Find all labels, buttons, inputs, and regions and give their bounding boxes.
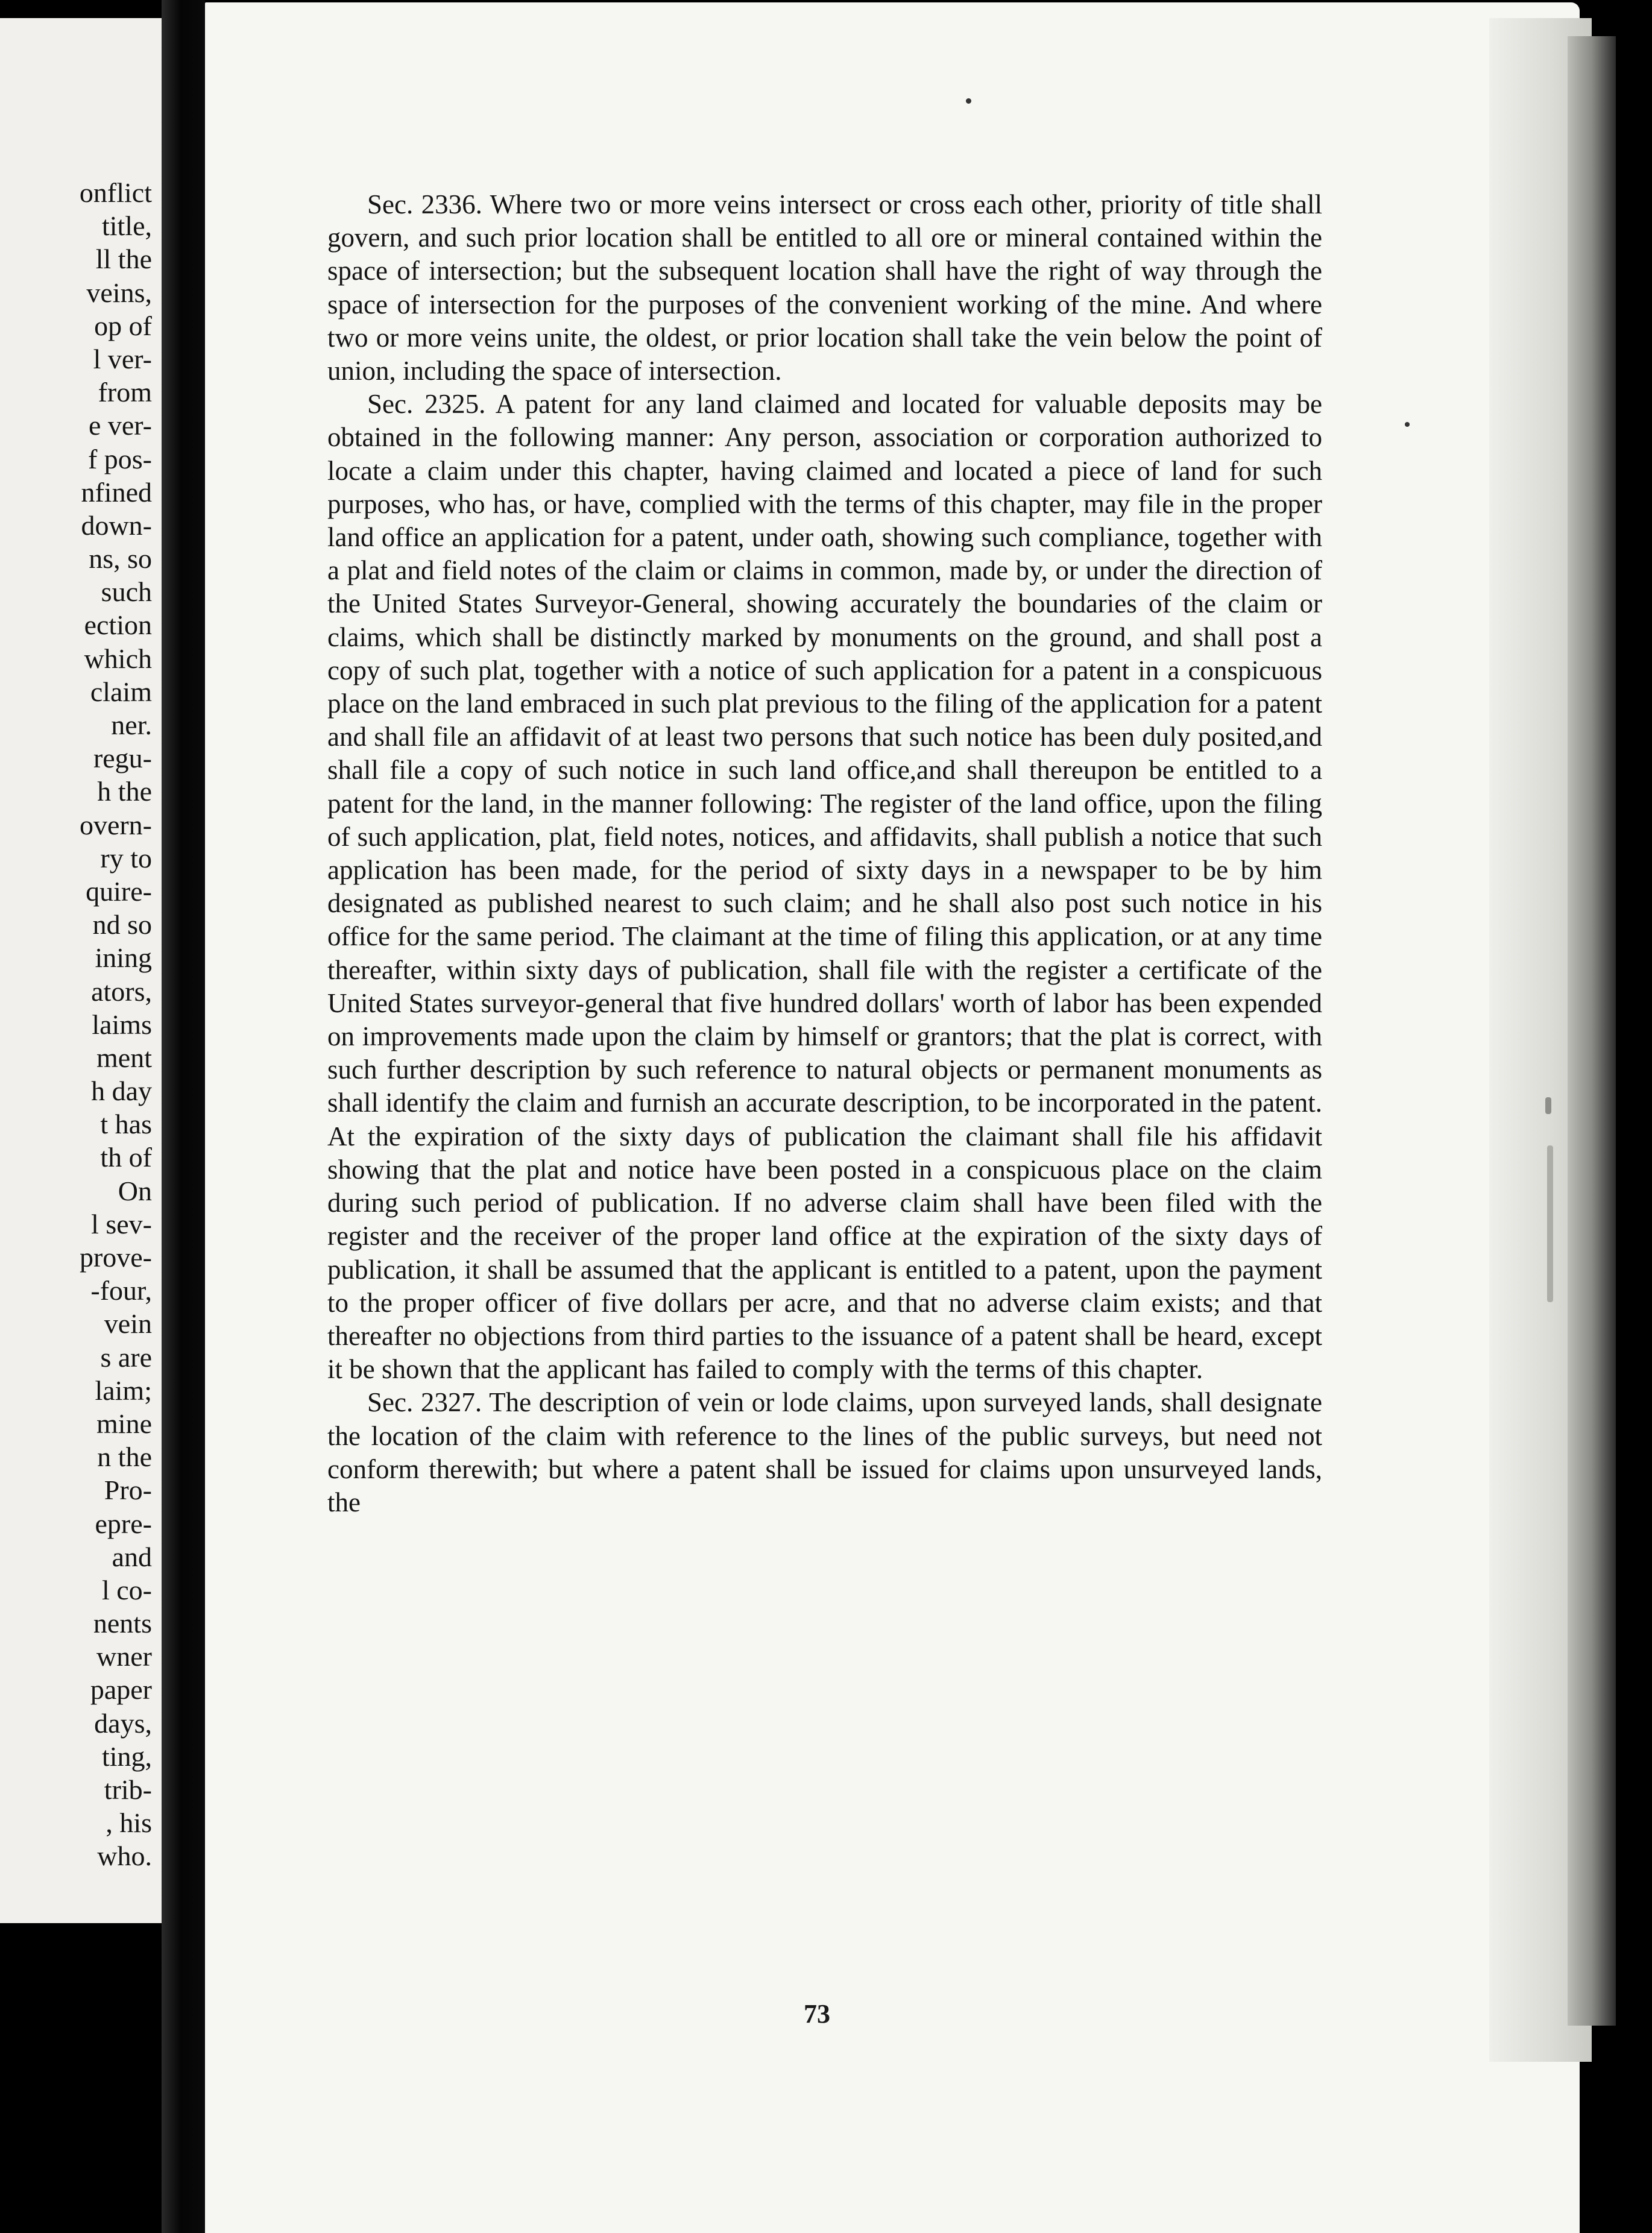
section-heading: Sec. 2327. [367, 1387, 482, 1418]
left-page-line: trib- [104, 1774, 152, 1805]
left-page-line: n the [97, 1441, 152, 1473]
left-page-line: from [98, 377, 152, 408]
page-stack-edge [1568, 36, 1616, 2026]
left-page-line: th of [100, 1142, 152, 1173]
left-page-line: onflict [79, 177, 152, 208]
left-page-line: f pos- [87, 443, 152, 474]
left-page-line: veins, [86, 277, 152, 308]
left-page-line: laim; [95, 1375, 152, 1406]
left-page-line: who. [97, 1841, 152, 1872]
left-page-line: wner [96, 1641, 152, 1672]
left-page-line: nents [93, 1608, 152, 1639]
left-page-line: quire- [86, 875, 152, 907]
section-2325 [327, 388, 1322, 1386]
left-page-line: l sev- [91, 1208, 152, 1239]
left-page-line: epre- [95, 1508, 152, 1539]
page-edge-mark [1545, 1097, 1551, 1114]
left-page-line: ting, [101, 1740, 152, 1772]
left-page-line: and [112, 1541, 152, 1572]
section-text: A patent for any land claimed and located for valuable deposits may be obtained in the following manner: Any person, association or corporation authorized to locate a claim under this chapter, having claimed and located a piece of land for such purposes, who has, or have, complied with the terms of this chapter, may file in the proper land office an application for a patent, under oath, showing such compliance, together with a plat and field notes of the claim or claims in common, made by, or under the direction of the United States Surveyor-General, showing accurately the boundaries of the claim or claims, which shall be distinctly marked by monuments on the ground, and shall post a copy of such plat, together with a notice of such application for a patent in a conspicuous place on the land embraced in such plat previous to the filing of the application for a patent and shall file an affidavit of at least two persons that such notice has been duly posited,and shall file a copy of such notice in such land office,and shall thereupon be entitled to a patent for the land, in the manner following: The register of the land office, upon the filing of such application, plat, field notes, notices, and affidavits, shall publish a notice that such application has been made, for the period of sixty days in a newspaper to be by him designated as published nearest to such claim; and he shall also post such notice in his office for the same period. The claimant at the time of filing this application, or at any time thereafter, within sixty days of publication, shall file with the register a certificate of the United States surveyor-general that five hundred dollars' worth of labor has been expended on improvements made upon the claim by himself or grantors; that the plat is correct, with such further description by such reference to natural objects or permanent monuments as shall identify the claim and furnish an accurate description, to be incorporated in the patent. At the expiration of the sixty days of publication the claimant shall file his affidavit showing that the plat and notice have been posted in a conspicuous place on the claim during such period of publication. If no adverse claim shall have been filed with the register and the receiver of the proper land office at the expiration of the sixty days of publication, it shall be assumed that the applicant is entitled to a patent, upon the payment to the proper officer of five dollars per acre, and that no adverse claim exists; and that thereafter no objections from third parties to the issuance of a patent shall be heard, except it be shown that the applicant has failed to comply with the terms of this chapter. [327, 389, 1322, 1385]
left-page-line: days, [94, 1707, 152, 1739]
page-edge-mark [1547, 1145, 1553, 1302]
left-page-fragment [0, 18, 162, 1923]
left-page-line: Pro- [104, 1475, 152, 1506]
left-page-line: paper [90, 1674, 152, 1705]
left-page-line: ner. [111, 710, 152, 740]
left-page-line: ment [96, 1042, 152, 1073]
left-page-line: mine [96, 1408, 152, 1439]
left-page-line: nd so [92, 909, 152, 940]
left-page-line: ators, [91, 975, 152, 1007]
left-page-line: On [118, 1175, 152, 1206]
left-page-line: prove- [79, 1242, 152, 1273]
page-number: 73 [804, 1999, 830, 2029]
section-2327 [327, 1386, 1322, 1519]
left-page-line: l ver- [93, 343, 152, 374]
left-page-line: e ver- [88, 410, 152, 441]
page-body [327, 188, 1322, 1519]
left-page-line: title, [101, 210, 152, 242]
section-text: Where two or more veins intersect or cross each other, priority of title shall govern, and such prior location shall be entitled to all ore or mineral contained within the space of intersection; but the subsequent location shall have the right of way through the space of intersection for the purposes of the convenient working of the mine. And where two or more veins unite, the oldest, or prior location shall take the vein below the point of union, including the space of intersection. [327, 189, 1323, 386]
left-page-line: s are [100, 1341, 152, 1373]
left-page-line: op of [94, 310, 152, 341]
scan-speck [1405, 422, 1410, 427]
scan-speck [966, 98, 971, 104]
section-text: The description of vein or lode claims, upon surveyed lands, shall designate the location of the claim with reference to the lines of the public surveys, but need not conform therewith; but where a patent shall be issued for claims upon unsurveyed lands, the [327, 1387, 1322, 1517]
left-page-line: ection [84, 609, 152, 641]
left-page-line: ining [95, 942, 152, 974]
left-page-line: -four, [90, 1275, 152, 1306]
left-page-line: which [84, 643, 152, 674]
left-page-line: such [101, 576, 152, 608]
left-page-line: overn- [79, 809, 152, 840]
left-page-line: h day [91, 1076, 152, 1107]
section-2336 [327, 188, 1322, 388]
left-page-line: down- [81, 509, 152, 541]
section-heading: Sec. 2336. [367, 189, 482, 219]
left-page-line: laims [92, 1009, 152, 1040]
left-page-line: nfined [81, 476, 152, 508]
left-page-line: regu- [93, 743, 152, 774]
section-heading: Sec. 2325. [367, 389, 486, 420]
left-page-line: h the [97, 776, 152, 807]
book-gutter [162, 0, 205, 2233]
left-page-line: , his [106, 1807, 152, 1839]
left-page-text [0, 176, 152, 1873]
left-page-line: ll the [95, 244, 152, 275]
left-page-line: claim [90, 676, 152, 707]
left-page-line: ns, so [89, 543, 152, 575]
left-page-line: ry to [100, 842, 152, 874]
left-page-line: vein [104, 1308, 152, 1340]
left-page-line: l co- [101, 1574, 152, 1605]
left-page-line: t has [100, 1109, 152, 1140]
